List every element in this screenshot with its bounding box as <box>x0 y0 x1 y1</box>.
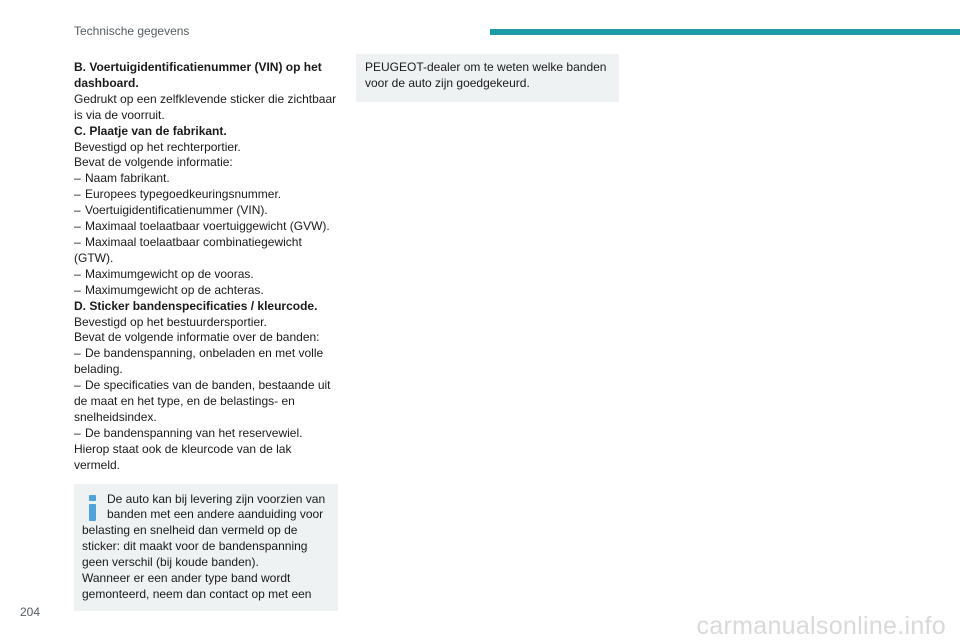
right-column-note-box <box>356 54 619 102</box>
section-c-line1: Bevestigd op het rechterportier. <box>74 139 241 154</box>
list-item: – De bandenspanning van het reservewiel. <box>74 425 303 440</box>
list-item: – Maximumgewicht op de vooras. <box>74 266 254 281</box>
list-item: – Voertuigidentificatienummer (VIN). <box>74 203 268 218</box>
list-item: – Maximaal toelaatbaar voertuiggewicht (GVW). <box>74 219 330 234</box>
section-d-line2: Bevat de volgende informatie over de banden: <box>74 330 320 345</box>
info-box-line-b: belasting en snelheid dan vermeld op de sticker: dit maakt voor de bandenspanning geen verschil (bij koude banden). <box>82 523 308 570</box>
info-icon <box>85 495 101 521</box>
section-title: Technische gegevens <box>74 24 190 38</box>
section-b-heading: B. Voertuigidentificatienummer (VIN) op het dashboard. <box>74 60 322 90</box>
header-accent-bar <box>490 29 960 35</box>
right-column-continuation: PEUGEOT-dealer om te weten welke banden voor de auto zijn goedgekeurd. <box>365 60 607 90</box>
list-item: – Maximaal toelaatbaar combinatiegewicht (GTW). <box>74 234 302 265</box>
section-d-list <box>74 346 338 441</box>
list-item: – Maximumgewicht op de achteras. <box>74 282 264 297</box>
left-column <box>74 60 338 611</box>
info-box-line-a: De auto kan bij levering zijn voorzien van banden met een andere aanduiding voor <box>107 491 326 522</box>
list-item: – Europees typegoedkeuringsnummer. <box>74 187 282 202</box>
section-d-line1: Bevestigd op het bestuurdersportier. <box>74 314 267 329</box>
info-box-line-c: Wanneer er een ander type band wordt gemonteerd, neem dan contact op met een <box>82 571 312 601</box>
info-box <box>74 484 338 611</box>
list-item: – De bandenspanning, onbeladen en met volle belading. <box>74 346 324 377</box>
page-number: 204 <box>20 605 41 619</box>
info-box-text <box>82 492 329 603</box>
section-b-body: Gedrukt op een zelfklevende sticker die zichtbaar is via de voorruit. <box>74 91 337 122</box>
section-c-heading: C. Plaatje van de fabrikant. <box>74 123 227 138</box>
section-d-closing: Hierop staat ook de kleurcode van de lak vermeld. <box>74 441 292 472</box>
list-item: – Naam fabrikant. <box>74 171 170 186</box>
section-c-line2: Bevat de volgende informatie: <box>74 155 233 170</box>
section-d-heading: D. Sticker bandenspecificaties / kleurcode. <box>74 298 318 313</box>
watermark: carmanualsonline.info <box>696 612 946 640</box>
list-item: – De specificaties van de banden, bestaande uit de maat en het type, en de belastings- en snelheidsindex. <box>74 378 331 424</box>
section-c-list <box>74 171 338 298</box>
